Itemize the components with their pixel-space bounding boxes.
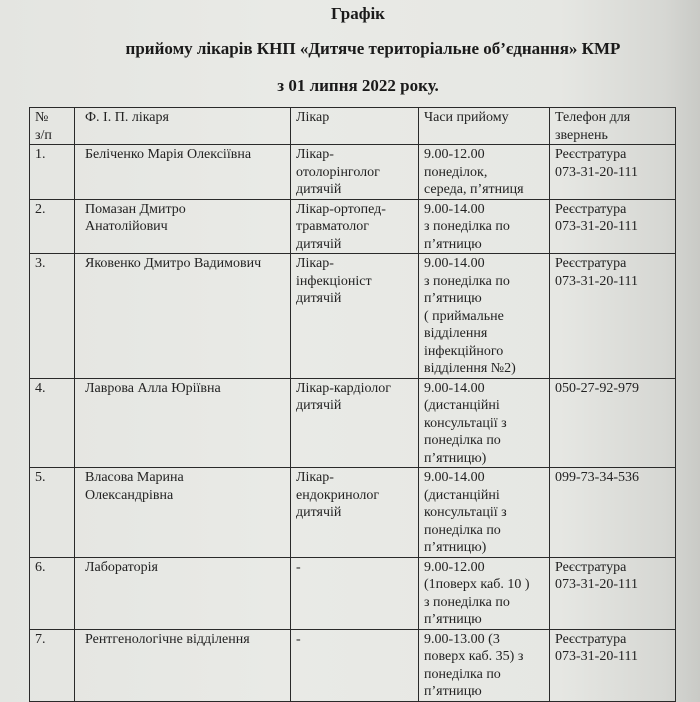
table-row [30, 629, 676, 701]
header-hours: Часи прийому [419, 108, 550, 145]
table-row [30, 145, 676, 200]
doctor-type: - [291, 629, 419, 701]
row-number: 7. [30, 629, 75, 701]
department-name: Рентгенологічне відділення [75, 629, 291, 701]
doctor-type: Лікар-ортопед- травматолог дитячій [291, 199, 419, 254]
contact-phone: Реєстратура 073-31-20-111 [550, 254, 676, 379]
reception-hours: 9.00-14.00 (дистанційні консультації з понеділка по п’ятницю) [419, 378, 550, 468]
doctor-name: Лаврова Алла Юріївна [75, 378, 291, 468]
doctor-name: Власова Марина Олександрівна [75, 468, 291, 558]
header-number: № з/п [30, 108, 75, 145]
contact-phone: 099-73-34-536 [550, 468, 676, 558]
table-row [30, 254, 676, 379]
table-header-row [30, 108, 676, 145]
doctor-type: Лікар- отолорінголог дитячій [291, 145, 419, 200]
doctor-type: Лікар-кардіолог дитячій [291, 378, 419, 468]
table-row [30, 468, 676, 558]
header-doctor-name: Ф. І. П. лікаря [75, 108, 291, 145]
table-row [30, 199, 676, 254]
row-number: 1. [30, 145, 75, 200]
reception-hours: 9.00-14.00 з понеділка по п’ятницю [419, 199, 550, 254]
reception-hours: 9.00-12.00 (1поверх каб. 10 ) з понеділка по п’ятницю [419, 557, 550, 629]
contact-phone: Реєстратура 073-31-20-111 [550, 629, 676, 701]
table-row [30, 378, 676, 468]
contact-phone: Реєстратура 073-31-20-111 [550, 199, 676, 254]
row-number: 5. [30, 468, 75, 558]
doctor-name: Яковенко Дмитро Вадимович [75, 254, 291, 379]
document-title: Графік [331, 4, 385, 23]
doctor-name: Беліченко Марія Олексіївна [75, 145, 291, 200]
doctor-type: Лікар- ендокринолог дитячій [291, 468, 419, 558]
document-date-line: з 01 липня 2022 року. [277, 76, 439, 95]
reception-hours: 9.00-13.00 (3 поверх каб. 35) з понеділка по п’ятницю [419, 629, 550, 701]
header-phone: Телефон для звернень [550, 108, 676, 145]
document-subtitle: прийому лікарів КНП «Дитяче територіальне об’єднання» КМР [125, 39, 621, 58]
row-number: 2. [30, 199, 75, 254]
row-number: 4. [30, 378, 75, 468]
department-name: Лабораторія [75, 557, 291, 629]
row-number: 6. [30, 557, 75, 629]
contact-phone: Реєстратура 073-31-20-111 [550, 145, 676, 200]
doctor-type: - [291, 557, 419, 629]
reception-hours: 9.00-12.00 понеділок, середа, п’ятниця [419, 145, 550, 200]
contact-phone: 050-27-92-979 [550, 378, 676, 468]
row-number: 3. [30, 254, 75, 379]
schedule-table [29, 107, 676, 702]
doctor-type: Лікар- інфекціоніст дитячій [291, 254, 419, 379]
reception-hours: 9.00-14.00 з понеділка по п’ятницю ( приймальне відділення інфекційного відділення №2) [419, 254, 550, 379]
doctor-name: Помазан Дмитро Анатолійович [75, 199, 291, 254]
header-doctor-type: Лікар [291, 108, 419, 145]
reception-hours: 9.00-14.00 (дистанційні консультації з понеділка по п’ятницю) [419, 468, 550, 558]
contact-phone: Реєстратура 073-31-20-111 [550, 557, 676, 629]
table-row [30, 557, 676, 629]
